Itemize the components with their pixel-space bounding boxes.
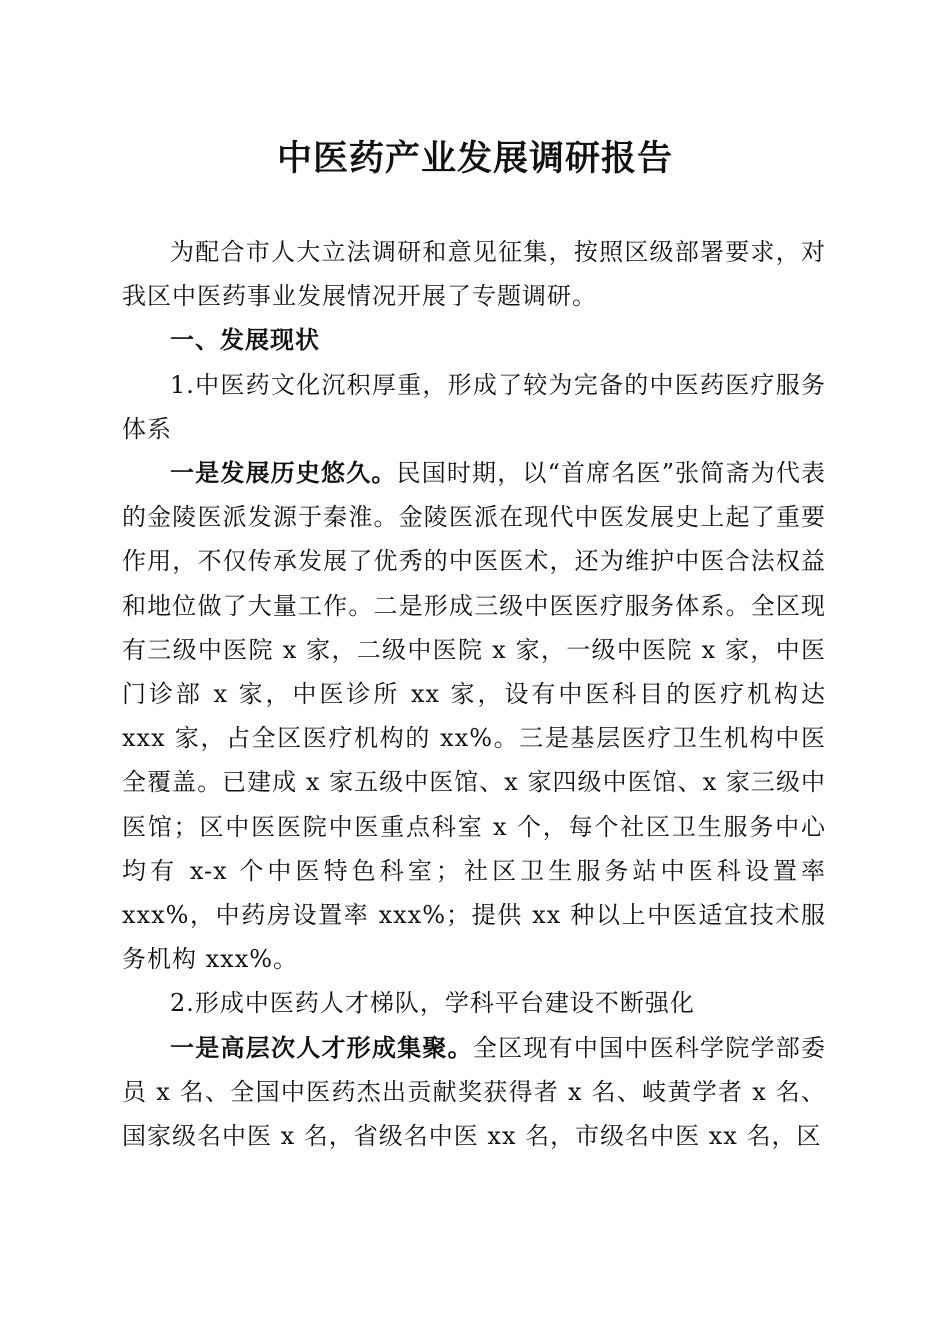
item-1-lead: 一是发展历史悠久。 <box>170 458 397 488</box>
item-1-heading: 1.中医药文化沉积厚重，形成了较为完备的中医药医疗服务体系 <box>122 370 826 443</box>
document-body <box>122 230 826 1158</box>
section-heading-status: 一、发展现状 <box>170 325 320 355</box>
item-2-body: 全区现有中国中医科学院学部委员 x 名、全国中医药杰出贡献奖获得者 x 名、岐黄学者 x 名、国家级名中医 x 名，省级名中医 xx 名，市级名中医 xx 名，区 <box>122 1033 827 1151</box>
item-1-paragraph <box>122 451 826 981</box>
document-title: 中医药产业发展调研报告 <box>276 138 673 179</box>
intro-paragraph: 为配合市人大立法调研和意见征集，按照区级部署要求，对我区中医药事业发展情况开展了专题调研。 <box>122 238 826 311</box>
item-2-lead: 一是高层次人才形成集聚。 <box>170 1032 473 1062</box>
item-1-body: 民国时期，以“首席名医”张简斋为代表的金陵医派发源于秦淮。金陵医派在现代中医发展史上起了重要作用，不仅传承发展了优秀的中医医术，还为维护中医合法权益和地位做了大量工作。二是形成三级中医医疗服务体系。全区现有三级中医院 x 家，二级中医院 x 家，一级中医院 x 家，中医门诊部 x 家，中医诊所 xx 家，设有中医科目的医疗机构达 xxx 家，占全区医疗机构的 xx%。三是基层医疗卫生机构中医全覆盖。已建成 x 家五级中医馆、x 家四级中医馆、x 家三级中医馆；区中医医院中医重点科室 x 个，每个社区卫生服务中心均有 x-x 个中医特色科室；社区卫生服务站中医科设置率 xxx%，中药房设置率 xxx%；提供 xx 种以上中医适宜技术服务机构 xxx%。 <box>122 459 826 974</box>
item-2-paragraph <box>122 1026 826 1159</box>
item-2-heading: 2.形成中医药人才梯队，学科平台建设不断强化 <box>170 989 695 1018</box>
